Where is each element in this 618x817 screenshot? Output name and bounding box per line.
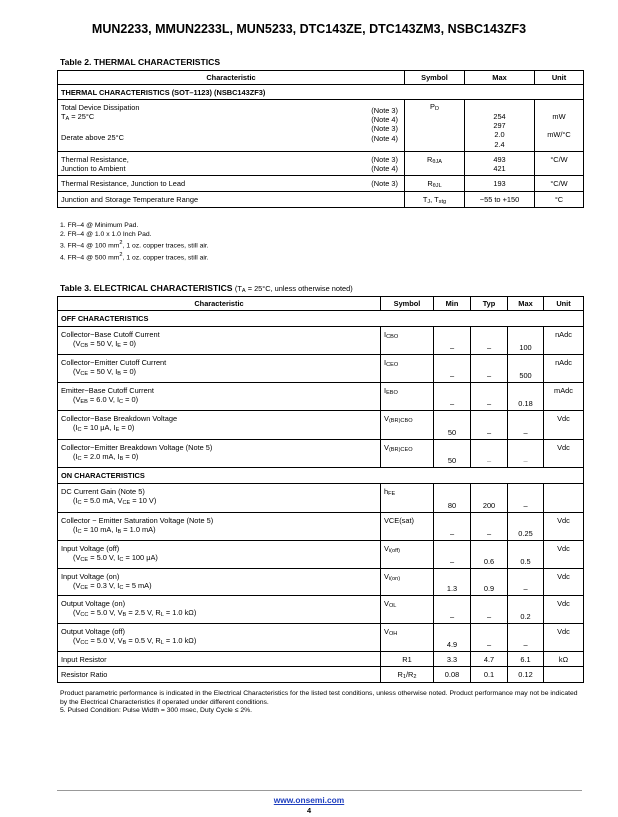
table-row: Thermal Resistance, Junction to Lead (Note 3) $R_{\theta JL}$ 193 °C/W — [58, 176, 584, 192]
page-number: 4 — [306, 806, 312, 815]
col-max: Max — [465, 71, 535, 85]
table-row: Junction and Storage Temperature Range $T_J$, $T_{stg}$ −55 to +150 °C — [58, 192, 584, 208]
table-row: Output Voltage (off) ($V_{CC} = 5.0$ V, $V_B = 0.5$ V, $R_L = 1.0$ kΩ) $V_{OH}$ 4.9 – – Vdc — [58, 624, 584, 652]
col-min: Min — [434, 297, 471, 311]
table-row: Collector−Base Breakdown Voltage ($I_C = 10$ μA, $I_E = 0$) $V_{(BR)CBO}$ 50 – – Vdc — [58, 411, 584, 440]
col-symbol: Symbol — [381, 297, 434, 311]
tdd-label: Total Device Dissipation — [61, 103, 140, 112]
table-row: Collector − Emitter Saturation Voltage (Note 5) ($I_C = 10$ mA, $I_B = 1.0$ mA) VCE(sat) – – 0.25 Vdc — [58, 513, 584, 541]
thermal-table — [57, 70, 584, 208]
col-unit: Unit — [535, 71, 584, 85]
table-row: Total Device Dissipation $T_A = 25^\circ C$ Derate above 25°C (Note 3) (Note 4) (Note 3) (Note 4) $P_D$ 254 297 2.0 2.4 mW mW/°C — [58, 100, 584, 152]
col-max: Max — [508, 297, 544, 311]
thermal-notes: 1. FR–4 @ Minimum Pad. 2. FR–4 @ 1.0 x 1.0 Inch Pad. 3. FR–4 @ 100 $mm^2$, 1 oz. copper traces, still air. 4. FR–4 @ 500 $mm^2$, 1 oz. copper traces, still air. — [60, 222, 209, 262]
table-row: Output Voltage (on) ($V_{CC} = 5.0$ V, $V_B = 2.5$ V, $R_L = 1.0$ kΩ) $V_{OL}$ – – 0.2 Vdc — [58, 596, 584, 624]
footer-link[interactable]: www.onsemi.com — [273, 795, 345, 805]
electrical-table — [57, 296, 584, 683]
table-row: Input Voltage (off) ($V_{CE} = 5.0$ V, $I_C = 100$ μA) $V_{i(off)}$ – 0.6 0.5 Vdc — [58, 541, 584, 569]
off-section: OFF CHARACTERISTICS — [58, 311, 584, 327]
pd-symbol: P — [430, 102, 435, 111]
col-unit: Unit — [544, 297, 584, 311]
col-typ: Typ — [471, 297, 508, 311]
table-row: Collector−Base Cutoff Current ($V_{CB} = 50$ V, $I_E = 0$) $I_{CBO}$ – – 100 nAdc — [58, 327, 584, 355]
footer-divider — [57, 790, 582, 791]
col-characteristic: Characteristic — [58, 71, 405, 85]
page-header: MUN2233, MMUN2233L, MUN5233, DTC143ZE, DTC143ZM3, NSBC143ZF3 — [91, 22, 527, 36]
electrical-notes: Product parametric performance is indicated in the Electrical Characteristics for the listed test conditions, unless otherwise noted. Product performance may not be indicated by the Electrical Characteristics if operated under different conditions. 5. Pulsed Condition: Pulse Width = 300 msec, Duty Cycle ≤ 2%. — [60, 690, 578, 715]
table-row: Thermal Resistance, Junction to Ambient (Note 3) (Note 4) $R_{\theta JA}$ 493 421 °C/W — [58, 152, 584, 176]
col-symbol: Symbol — [405, 71, 465, 85]
thermal-section: THERMAL CHARACTERISTICS (SOT–1123) (NSBC143ZF3) — [58, 85, 584, 100]
table3-title: Table 3. ELECTRICAL CHARACTERISTICS ($T_A = 25^\circ C$, unless otherwise noted) — [60, 283, 353, 294]
on-section: ON CHARACTERISTICS — [58, 468, 584, 484]
table-header-row — [58, 297, 584, 311]
table-row: Emitter−Base Cutoff Current ($V_{EB} = 6.0$ V, $I_C = 0$) $I_{EBO}$ – – 0.18 mAdc — [58, 383, 584, 411]
table-row: Input Resistor R1 3.3 4.7 6.1 kΩ — [58, 652, 584, 667]
table-row: Collector−Emitter Breakdown Voltage (Note 5) ($I_C = 2.0$ mA, $I_B = 0$) $V_{(BR)CEO}$ 50 – – Vdc — [58, 440, 584, 468]
table-header-row — [58, 71, 584, 85]
derate-label: Derate above 25°C — [61, 133, 124, 143]
table-row: Input Voltage (on) ($V_{CE} = 0.3$ V, $I_C = 5$ mA) $V_{i(on)}$ 1.3 0.9 – Vdc — [58, 569, 584, 596]
table2-title: Table 2. THERMAL CHARACTERISTICS — [60, 57, 221, 67]
table-row: Resistor Ratio $R_1/R_2$ 0.08 0.1 0.12 — [58, 667, 584, 683]
col-characteristic: Characteristic — [58, 297, 381, 311]
table-row: Collector−Emitter Cutoff Current ($V_{CE} = 50$ V, $I_B = 0$) $I_{CEO}$ – – 500 nAdc — [58, 355, 584, 383]
table-row: DC Current Gain (Note 5) ($I_C = 5.0$ mA, $V_{CE} = 10$ V) $h_{FE}$ 80 200 – — [58, 484, 584, 513]
